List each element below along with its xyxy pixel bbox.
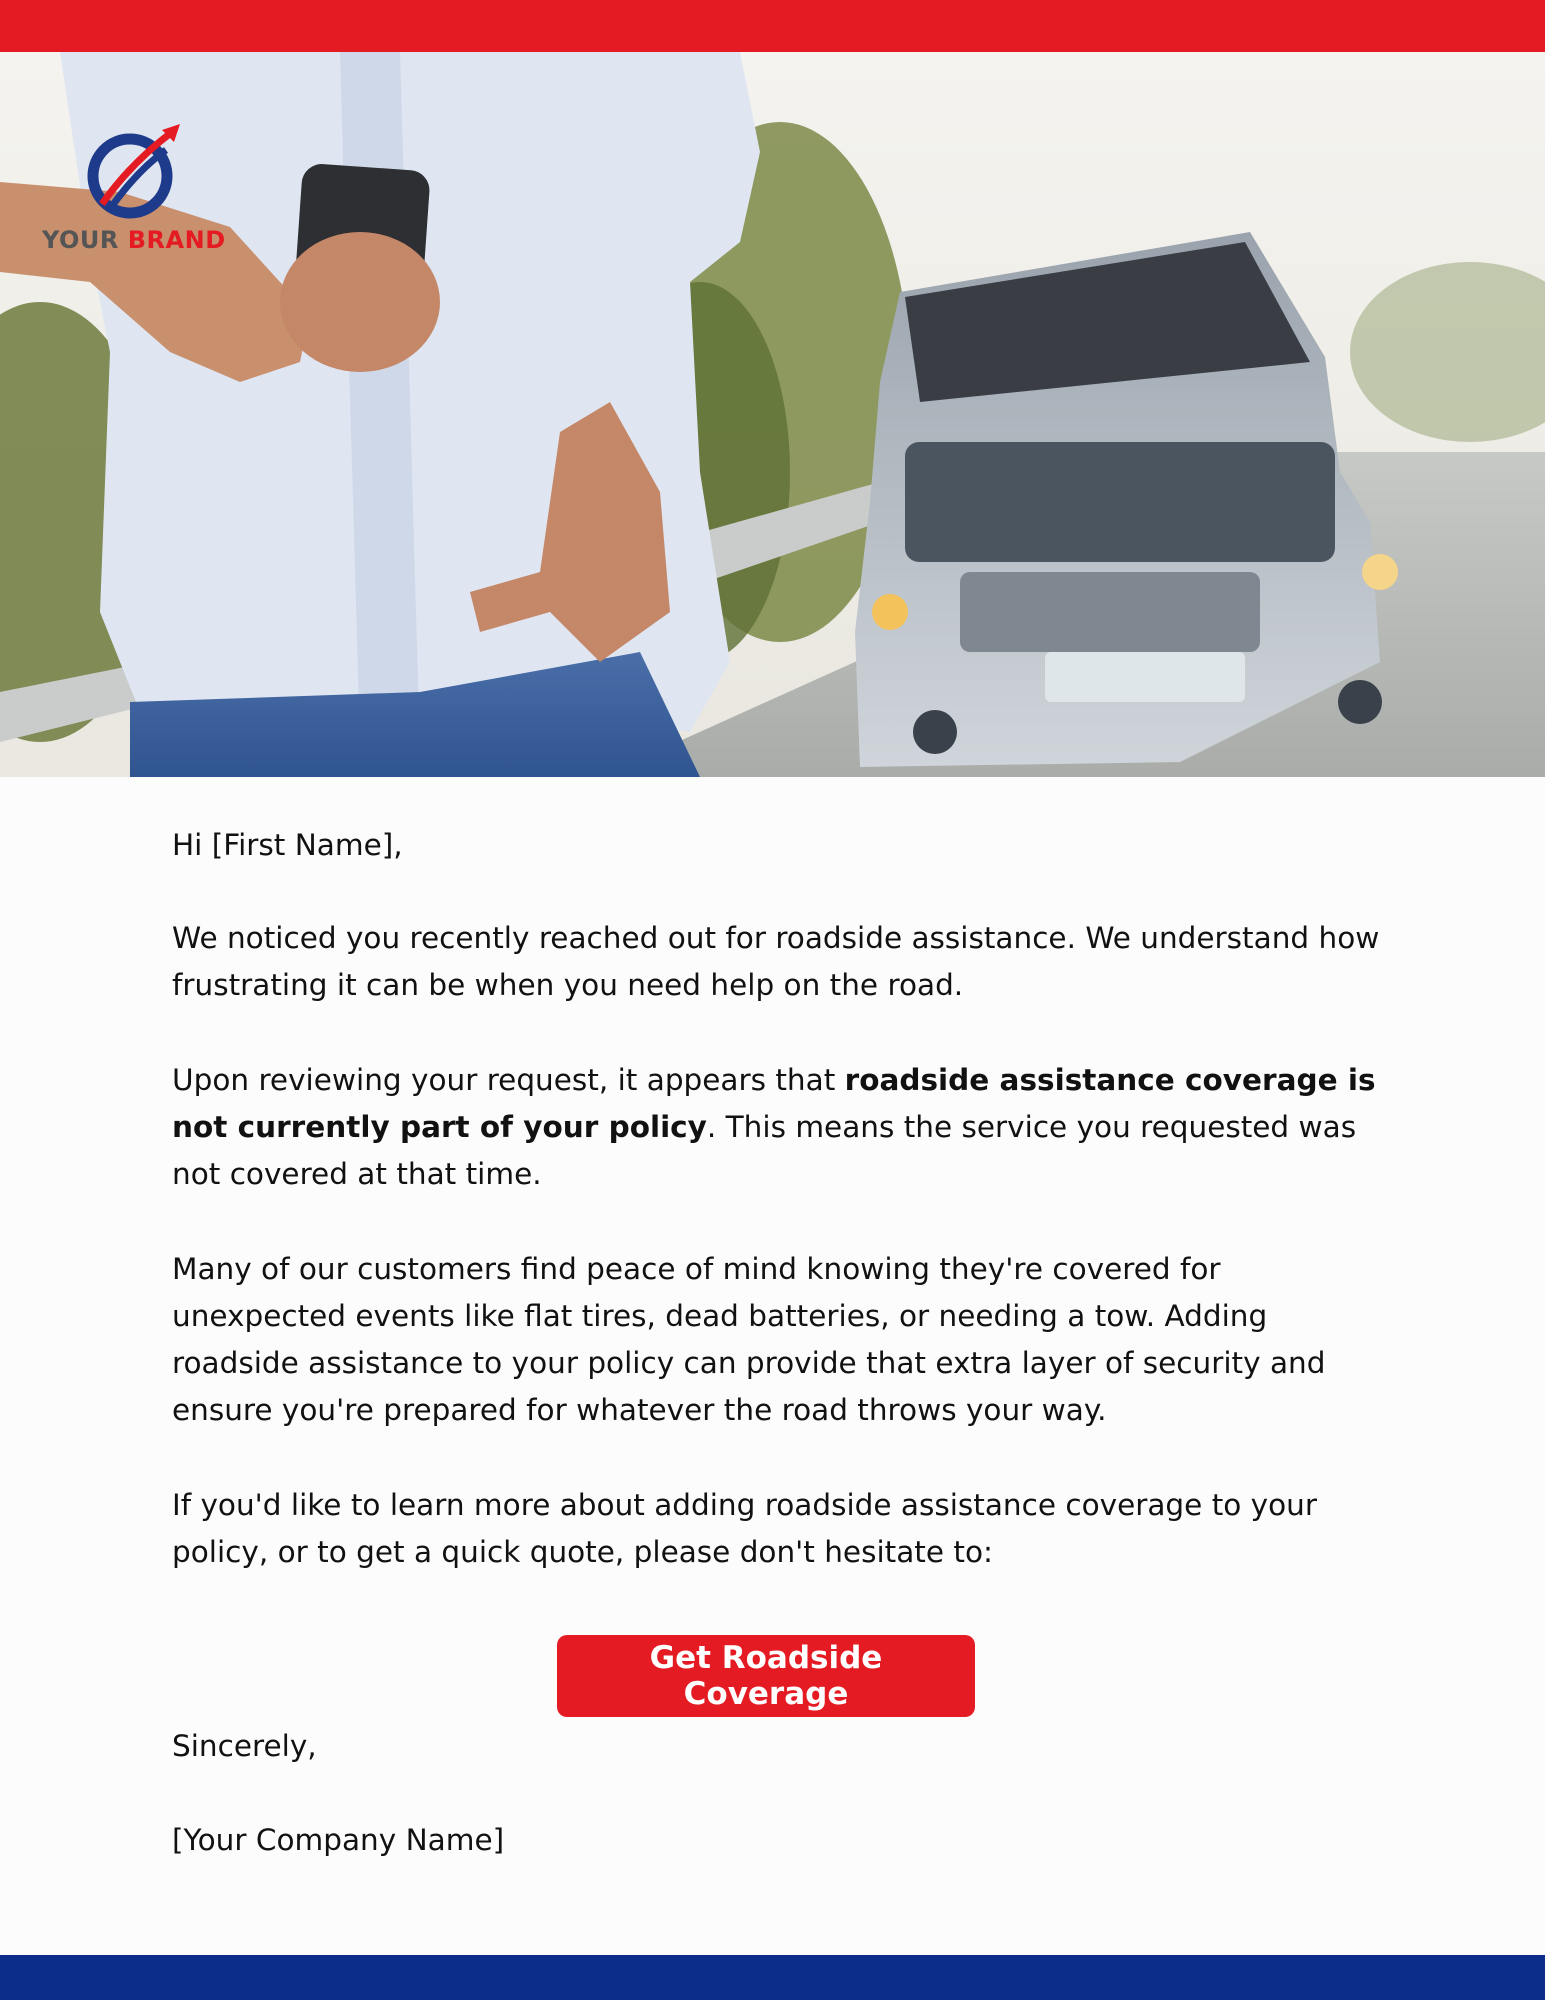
brand-word-brand: BRAND	[127, 226, 226, 254]
company-name: [Your Company Name]	[172, 1823, 505, 1857]
coverage-tail-text: . This means the service you requested was not covered at that time.	[172, 1110, 1357, 1191]
letter-body	[172, 822, 1392, 1624]
brand-logo	[42, 124, 232, 264]
top-accent-bar	[0, 0, 1545, 52]
hero-image	[0, 52, 1545, 777]
paragraph-next-steps: If you'd like to learn more about adding roadside assistance coverage to your policy, or to get a quick quote, please don't hesitate to:	[172, 1488, 1318, 1569]
greeting: Hi [First Name],	[172, 828, 403, 862]
cta-container	[0, 1635, 1545, 1717]
paragraph-intro: We noticed you recently reached out for roadside assistance. We understand how frustrating it can be when you need help on the road.	[172, 921, 1380, 1002]
paragraph-coverage-status	[172, 1057, 1392, 1198]
coverage-emphasis: roadside assistance coverage is not currently part of your policy	[172, 1063, 1376, 1144]
signoff: Sincerely,	[172, 1729, 317, 1763]
brand-word-your: YOUR	[42, 226, 119, 254]
coverage-lead-text: Upon reviewing your request, it appears that	[172, 1063, 845, 1097]
paragraph-benefits: Many of our customers find peace of mind knowing they're covered for unexpected events like flat tires, dead batteries, or needing a tow. Adding roadside assistance to your policy can provide that extra layer of security and ensure you're prepared for whatever the road throws your way.	[172, 1252, 1326, 1427]
bottom-accent-bar	[0, 1955, 1545, 2000]
brand-mark-icon	[42, 124, 232, 224]
get-roadside-coverage-button[interactable]: Get Roadside Coverage	[557, 1635, 975, 1717]
brand-wordmark	[42, 226, 232, 254]
